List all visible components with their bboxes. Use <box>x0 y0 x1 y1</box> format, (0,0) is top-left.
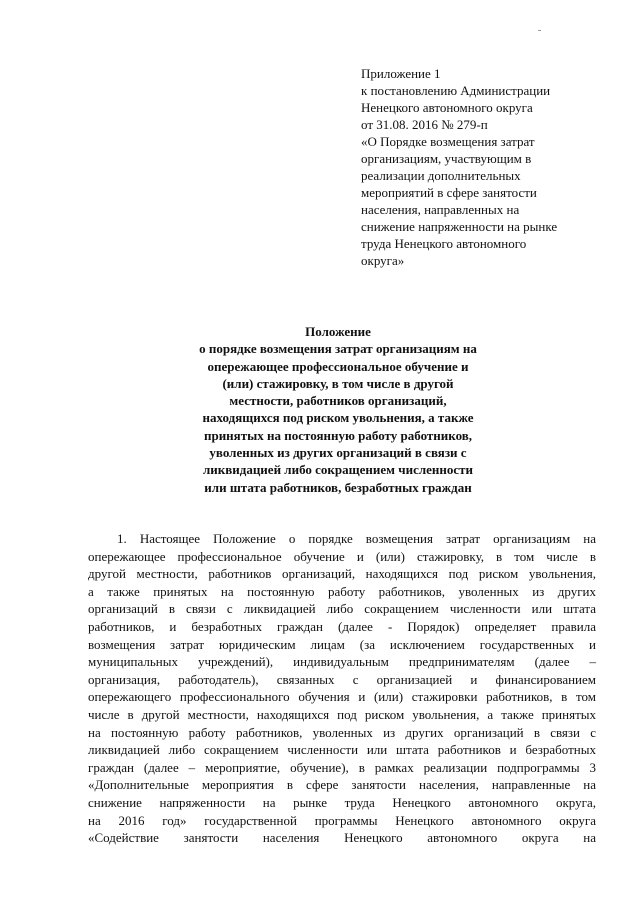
body-paragraph <box>88 530 596 847</box>
body-line: опережающее профессиональное обучение и (или) стажировку, в том числе в <box>88 548 596 564</box>
title-line: (или) стажировку, в том числе в другой <box>222 375 454 391</box>
body-line: опережающего профессионального обучения и (или) стажировки работников, в том <box>88 689 596 705</box>
body-line: снижение напряженности на рынке труда Ненецкого автономного округа, <box>88 794 596 810</box>
body-line: возмещения затрат юридическим лицам (за исключением государственных и <box>88 636 596 652</box>
appendix-line: организациям, участвующим в <box>361 151 532 166</box>
appendix-line: округа» <box>361 253 405 268</box>
title-line: местности, работников организаций, <box>229 393 447 409</box>
body-line: «Дополнительные мероприятия в сфере занятости населения, направленные на <box>88 777 596 793</box>
appendix-block <box>361 65 601 269</box>
body-line: муниципальных учреждений), индивидуальным предпринимателям (далее – <box>88 654 596 670</box>
title-line: или штата работников, безработных граждан <box>204 479 472 495</box>
appendix-line: от 31.08. 2016 № 279-п <box>361 117 488 132</box>
appendix-line: реализации дополнительных <box>361 168 521 183</box>
appendix-line: к постановлению Администрации <box>361 83 551 98</box>
title-line: ликвидацией либо сокращением численности <box>202 462 474 478</box>
appendix-line: труда Ненецкого автономного <box>361 236 527 251</box>
body-line: работников, и безработных граждан (далее - Порядок) определяет правила <box>88 618 596 634</box>
title-line: Положение <box>305 324 371 339</box>
appendix-line: Приложение 1 <box>361 66 441 81</box>
title-line: уволенных из других организаций в связи с <box>209 445 467 461</box>
title-line: о порядке возмещения затрат организациям на <box>199 341 477 357</box>
body-line: ликвидацией либо сокращением численности или штата работников и безработных <box>88 742 596 758</box>
body-line: на 2016 год» государственной программы Ненецкого автономного округа <box>88 812 596 828</box>
body-line: числе в другой местности, находящихся под риском увольнения, а также принятых <box>88 706 596 722</box>
body-line: «Содействие занятости населения Ненецкого автономного округа на <box>88 830 596 846</box>
body-line: другой местности, работников организаций, находящихся под риском увольнения, <box>88 566 596 582</box>
title-line: опережающее профессиональное обучение и <box>207 358 469 374</box>
scan-mark <box>538 30 541 31</box>
body-line: на постоянную работу работников, уволенных из других организаций в связи с <box>88 724 596 740</box>
title-line: находящихся под риском увольнения, а также <box>202 410 474 426</box>
document-title <box>150 323 526 496</box>
appendix-line: Ненецкого автономного округа <box>361 100 533 115</box>
body-line: организация, работодатель), связанных с организацией и финансированием <box>88 671 596 687</box>
title-line: принятых на постоянную работу работников, <box>203 427 473 443</box>
body-line: а также принятых на постоянную работу работников, уволенных из других <box>88 583 596 599</box>
appendix-line: снижение напряженности на рынке <box>361 219 558 234</box>
appendix-line: населения, направленных на <box>361 202 520 217</box>
body-line: 1. Настоящее Положение о порядке возмещения затрат организациям на <box>117 531 596 546</box>
appendix-line: «О Порядке возмещения затрат <box>361 134 535 149</box>
body-line: организаций в связи с ликвидацией либо сокращением численности или штата <box>88 601 596 617</box>
body-line: граждан (далее – мероприятие, обучение), в рамках реализации подпрограммы 3 <box>88 759 596 775</box>
appendix-line: мероприятий в сфере занятости <box>361 185 537 200</box>
